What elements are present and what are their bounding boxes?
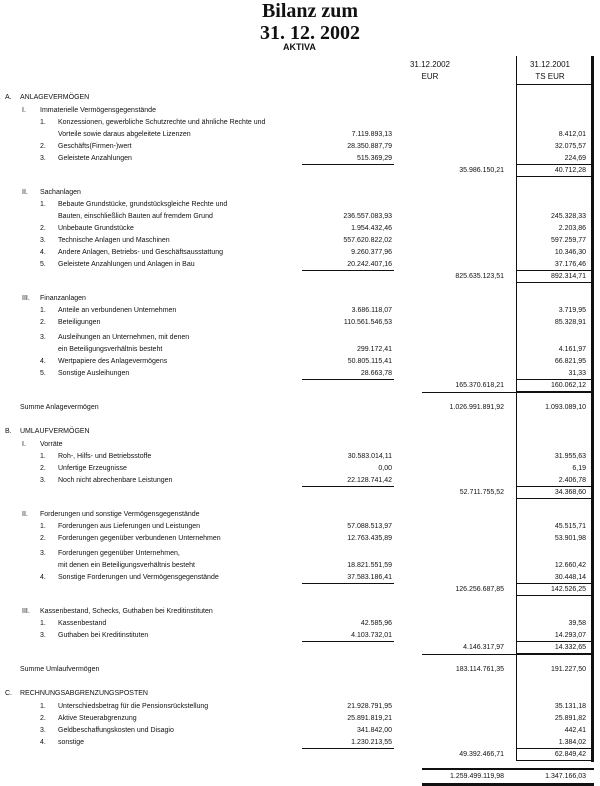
balance-row-subtotal [0, 749, 600, 761]
item-label: Guthaben bei Kreditinstituten [58, 632, 149, 639]
section-marker: B. [5, 428, 12, 435]
item-number: 3. [40, 477, 46, 484]
balance-row-item-cont [0, 129, 600, 141]
prior-year-amount: 25.891,82 [554, 715, 586, 722]
prior-year-amount: 45.515,71 [554, 523, 586, 530]
item-label: Forderungen aus Lieferungen und Leistungen [58, 523, 201, 530]
section-title: ANLAGEVERMÖGEN [20, 94, 90, 101]
item-label: Geschäfts(Firmen-)wert [58, 143, 132, 150]
item-amount: 28.350.887,79 [347, 143, 392, 150]
item-number: 3. [40, 334, 46, 341]
sum-column-rule [422, 654, 592, 655]
column-header-prior-unit: TS EUR [535, 72, 565, 81]
subsection-marker: III. [22, 295, 30, 302]
subsection-title: Vorräte [40, 441, 63, 448]
item-number: 2. [40, 319, 46, 326]
item-number: 3. [40, 237, 46, 244]
subtotal-amount: 35.986.150,21 [459, 167, 504, 174]
prior-year-amount: 4.161,97 [558, 346, 586, 353]
item-label: Forderungen gegenüber verbundenen Unternehmen [58, 535, 221, 542]
balance-row-sum [0, 664, 600, 676]
balance-row-item [0, 153, 600, 165]
subsection-marker: I. [22, 107, 26, 114]
subsection-marker: I. [22, 441, 26, 448]
subsection-title: Forderungen und sonstige Vermögensgegenstände [40, 511, 200, 518]
balance-row-item [0, 259, 600, 271]
subtotal-amount: 825.635.123,51 [455, 273, 504, 280]
item-amount: 515.369,29 [356, 155, 392, 162]
prior-year-amount: 30.448,14 [554, 574, 586, 581]
item-label: sonstige [58, 739, 85, 746]
item-amount: 9.260.377,96 [351, 249, 392, 256]
subsection-title: Kassenbestand, Schecks, Guthaben bei Kreditinstituten [40, 608, 213, 615]
balance-row-item [0, 247, 600, 259]
item-amount: 20.242.407,16 [347, 261, 392, 268]
section-title: UMLAUFVERMÖGEN [20, 428, 90, 435]
item-number: 1. [40, 703, 46, 710]
balance-row-subtotal [0, 584, 600, 596]
balance-row-subtotal [0, 271, 600, 283]
item-number: 1. [40, 119, 46, 126]
item-number: 1. [40, 620, 46, 627]
prior-year-amount: 40.712,28 [554, 167, 586, 174]
balance-row-item [0, 235, 600, 247]
prior-year-amount: 597.259,77 [550, 237, 586, 244]
subsection-marker: II. [22, 189, 28, 196]
item-label: Forderungen gegenüber Unternehmen, [58, 550, 180, 557]
prior-year-amount: 1.347.166,03 [545, 773, 586, 780]
balance-row-item [0, 368, 600, 380]
item-amount: 37.583.186,41 [347, 574, 392, 581]
sum-label: Summe Umlaufvermögen [20, 666, 100, 673]
subtotal-amount: 52.711.755,52 [459, 489, 504, 496]
item-amount: 22.128.741,42 [347, 477, 392, 484]
balance-row-item [0, 356, 600, 368]
item-label: Bauten, einschließlich Bauten auf fremdem Grund [58, 213, 213, 220]
item-number: 1. [40, 201, 46, 208]
balance-row-item [0, 548, 600, 560]
balance-row-subsection [0, 439, 600, 451]
balance-row-item [0, 701, 600, 713]
item-amount: 299.172,41 [356, 346, 392, 353]
sum-label: Summe Anlagevermögen [20, 404, 99, 411]
item-label: Technische Anlagen und Maschinen [58, 237, 170, 244]
item-number: 1. [40, 453, 46, 460]
item-amount: 12.763.435,89 [347, 535, 392, 542]
prior-year-amount: 160.062,12 [550, 382, 586, 389]
prior-year-amount: 53.901,98 [554, 535, 586, 542]
item-amount: 18.821.551,59 [347, 562, 392, 569]
balance-row-item [0, 305, 600, 317]
subsection-title: Immaterielle Vermögensgegenstände [40, 107, 156, 114]
item-number: 2. [40, 465, 46, 472]
item-label: Unbebaute Grundstücke [58, 225, 134, 232]
balance-row-item-cont [0, 344, 600, 356]
item-amount: 4.103.732,01 [351, 632, 392, 639]
item-label: Unfertige Erzeugnisse [58, 465, 127, 472]
item-number: 3. [40, 550, 46, 557]
item-amount: 1.230.213,55 [351, 739, 392, 746]
item-number: 4. [40, 739, 46, 746]
item-number: 5. [40, 370, 46, 377]
item-label: Unterschiedsbetrag für die Pensionsrückstellung [58, 703, 209, 710]
prior-year-amount: 191.227,50 [550, 666, 586, 673]
section-marker: A. [5, 94, 12, 101]
subtotal-amount: 4.146.317,97 [463, 644, 504, 651]
prior-year-amount: 14.293,07 [554, 632, 586, 639]
item-amount: 236.557.083,93 [343, 213, 392, 220]
prior-year-amount: 1.093.089,10 [545, 404, 586, 411]
item-amount: 21.928.791,95 [347, 703, 392, 710]
balance-row-item [0, 317, 600, 329]
balance-row-total [0, 771, 600, 783]
item-amount: 30.583.014,11 [347, 453, 392, 460]
prior-year-amount: 442,41 [564, 727, 586, 734]
prior-year-amount: 245.328,33 [550, 213, 586, 220]
item-label: Sonstige Ausleihungen [58, 370, 130, 377]
item-number: 2. [40, 715, 46, 722]
item-amount: 50.805.115,41 [347, 358, 392, 365]
prior-year-amount: 2.203,86 [558, 225, 586, 232]
balance-row-item [0, 332, 600, 344]
prior-subtotal-underline [516, 760, 593, 761]
prior-year-amount: 892.314,71 [550, 273, 586, 280]
item-number: 4. [40, 249, 46, 256]
item-label: Bebaute Grundstücke, grundstücksgleiche Rechte und [58, 201, 228, 208]
item-label: Geleistete Anzahlungen [58, 155, 132, 162]
item-number: 4. [40, 574, 46, 581]
item-label: ein Beteiligungsverhältnis besteht [58, 346, 163, 353]
item-label: Geldbeschaffungskosten und Disagio [58, 727, 174, 734]
subsection-title: Sachanlagen [40, 189, 81, 196]
page-title: Bilanz zum [261, 0, 359, 22]
balance-row-subtotal [0, 487, 600, 499]
item-amount: 7.119.893,13 [351, 131, 392, 138]
item-label: Wertpapiere des Anlagevermögens [58, 358, 168, 365]
balance-row-item [0, 572, 600, 584]
balance-row-item [0, 223, 600, 235]
item-label: Vorteile sowie daraus abgeleitete Lizenzen [58, 131, 191, 138]
page-title-date: 31. 12. 2002 [260, 22, 360, 44]
balance-row-section [0, 92, 600, 104]
prior-year-amount: 31,33 [568, 370, 586, 377]
item-amount: 110.561.546,53 [343, 319, 392, 326]
prior-column-header-rule [516, 84, 593, 85]
item-number: 3. [40, 632, 46, 639]
column-header-current-date: 31.12.2002 [409, 60, 451, 69]
prior-year-amount: 14.332,65 [554, 644, 586, 651]
sum-column-rule [422, 392, 592, 393]
prior-subtotal-underline [516, 282, 593, 283]
prior-year-amount: 37.176,46 [554, 261, 586, 268]
subsection-marker: II. [22, 511, 28, 518]
column-header-current-unit: EUR [421, 72, 439, 81]
item-number: 5. [40, 261, 46, 268]
subsection-title: Finanzanlagen [40, 295, 86, 302]
grand-total-top-rule [422, 768, 594, 770]
prior-year-amount: 6,19 [572, 465, 586, 472]
item-amount: 57.088.513,97 [347, 523, 392, 530]
balance-row-subtotal [0, 642, 600, 654]
item-label: Geleistete Anzahlungen und Anlagen in Bau [58, 261, 195, 268]
item-number: 2. [40, 225, 46, 232]
prior-year-amount: 66.821,95 [554, 358, 586, 365]
item-number: 2. [40, 535, 46, 542]
prior-subtotal-underline [516, 595, 593, 596]
prior-year-amount: 1.384,02 [558, 739, 586, 746]
item-label: mit denen ein Beteiligungsverhältnis besteht [58, 562, 195, 569]
prior-year-amount: 8.412,01 [558, 131, 586, 138]
subtotal-amount: 165.370.618,21 [455, 382, 504, 389]
prior-year-amount: 85.328,91 [554, 319, 586, 326]
balance-row-subsection [0, 293, 600, 305]
prior-year-amount: 3.719,95 [558, 307, 586, 314]
prior-year-amount: 224,69 [564, 155, 586, 162]
item-label: Noch nicht abrechenbare Leistungen [58, 477, 173, 484]
item-amount: 3.686.118,07 [351, 307, 392, 314]
balance-row-item [0, 117, 600, 129]
item-amount: 557.620.822,02 [343, 237, 392, 244]
balance-row-sum [0, 402, 600, 414]
balance-row-subsection [0, 509, 600, 521]
balance-row-item-cont [0, 560, 600, 572]
prior-year-amount: 12.660,42 [554, 562, 586, 569]
item-amount: 341.842,00 [356, 727, 392, 734]
prior-year-amount: 35.131,18 [554, 703, 586, 710]
subsection-marker: III. [22, 608, 30, 615]
item-number: 1. [40, 523, 46, 530]
item-number: 3. [40, 155, 46, 162]
item-label: Kassenbestand [58, 620, 107, 627]
item-number: 2. [40, 143, 46, 150]
prior-year-amount: 142.526,25 [550, 586, 586, 593]
balance-row-item [0, 630, 600, 642]
balance-row-section [0, 688, 600, 700]
subtotal-amount: 1.259.499.119,98 [450, 773, 504, 780]
section-title: RECHNUNGSABGRENZUNGSPOSTEN [20, 690, 148, 697]
balance-row-item [0, 141, 600, 153]
prior-subtotal-underline [516, 176, 593, 177]
prior-year-amount: 10.346,30 [554, 249, 586, 256]
balance-row-item [0, 533, 600, 545]
balance-row-item-cont [0, 211, 600, 223]
page-subtitle: AKTIVA [283, 42, 316, 52]
item-label: Andere Anlagen, Betriebs- und Geschäftsausstattung [58, 249, 223, 256]
item-label: Aktive Steuerabgrenzung [58, 715, 137, 722]
prior-year-amount: 31.955,63 [554, 453, 586, 460]
balance-row-subtotal [0, 165, 600, 177]
item-number: 4. [40, 358, 46, 365]
item-number: 3. [40, 727, 46, 734]
item-label: Beteiligungen [58, 319, 101, 326]
balance-row-item [0, 521, 600, 533]
subtotal-amount: 49.392.466,71 [459, 751, 504, 758]
balance-row-subsection [0, 105, 600, 117]
prior-year-amount: 34.368,60 [554, 489, 586, 496]
subtotal-amount: 1.026.991.891,92 [449, 404, 504, 411]
item-label: Roh-, Hilfs- und Betriebsstoffe [58, 453, 152, 460]
column-header-prior-date: 31.12.2001 [529, 60, 571, 69]
balance-row-subsection [0, 606, 600, 618]
balance-row-item [0, 713, 600, 725]
item-amount: 1.954.432,46 [351, 225, 392, 232]
balance-row-item [0, 475, 600, 487]
balance-row-item [0, 618, 600, 630]
prior-year-amount: 62.849,42 [554, 751, 586, 758]
subtotal-amount: 183.114.761,35 [455, 666, 504, 673]
item-number: 1. [40, 307, 46, 314]
balance-row-item [0, 737, 600, 749]
item-amount: 0,00 [378, 465, 392, 472]
balance-row-section [0, 426, 600, 438]
item-amount: 28.663,78 [360, 370, 392, 377]
prior-subtotal-underline [516, 498, 593, 499]
prior-year-amount: 39,58 [568, 620, 586, 627]
prior-year-amount: 2.406,78 [558, 477, 586, 484]
prior-year-amount: 32.075,57 [554, 143, 586, 150]
item-label: Ausleihungen an Unternehmen, mit denen [58, 334, 190, 341]
balance-row-item [0, 463, 600, 475]
balance-row-item [0, 199, 600, 211]
balance-row-subtotal [0, 380, 600, 392]
section-marker: C. [5, 690, 12, 697]
item-label: Sonstige Forderungen und Vermögensgegenstände [58, 574, 219, 581]
item-amount: 25.891.819,21 [347, 715, 392, 722]
item-label: Anteile an verbundenen Unternehmen [58, 307, 177, 314]
balance-row-item [0, 725, 600, 737]
item-amount: 42.585,96 [360, 620, 392, 627]
balance-row-subsection [0, 187, 600, 199]
subtotal-amount: 126.256.687,85 [455, 586, 504, 593]
item-label: Konzessionen, gewerbliche Schutzrechte und ähnliche Rechte und [58, 119, 266, 126]
balance-row-item [0, 451, 600, 463]
